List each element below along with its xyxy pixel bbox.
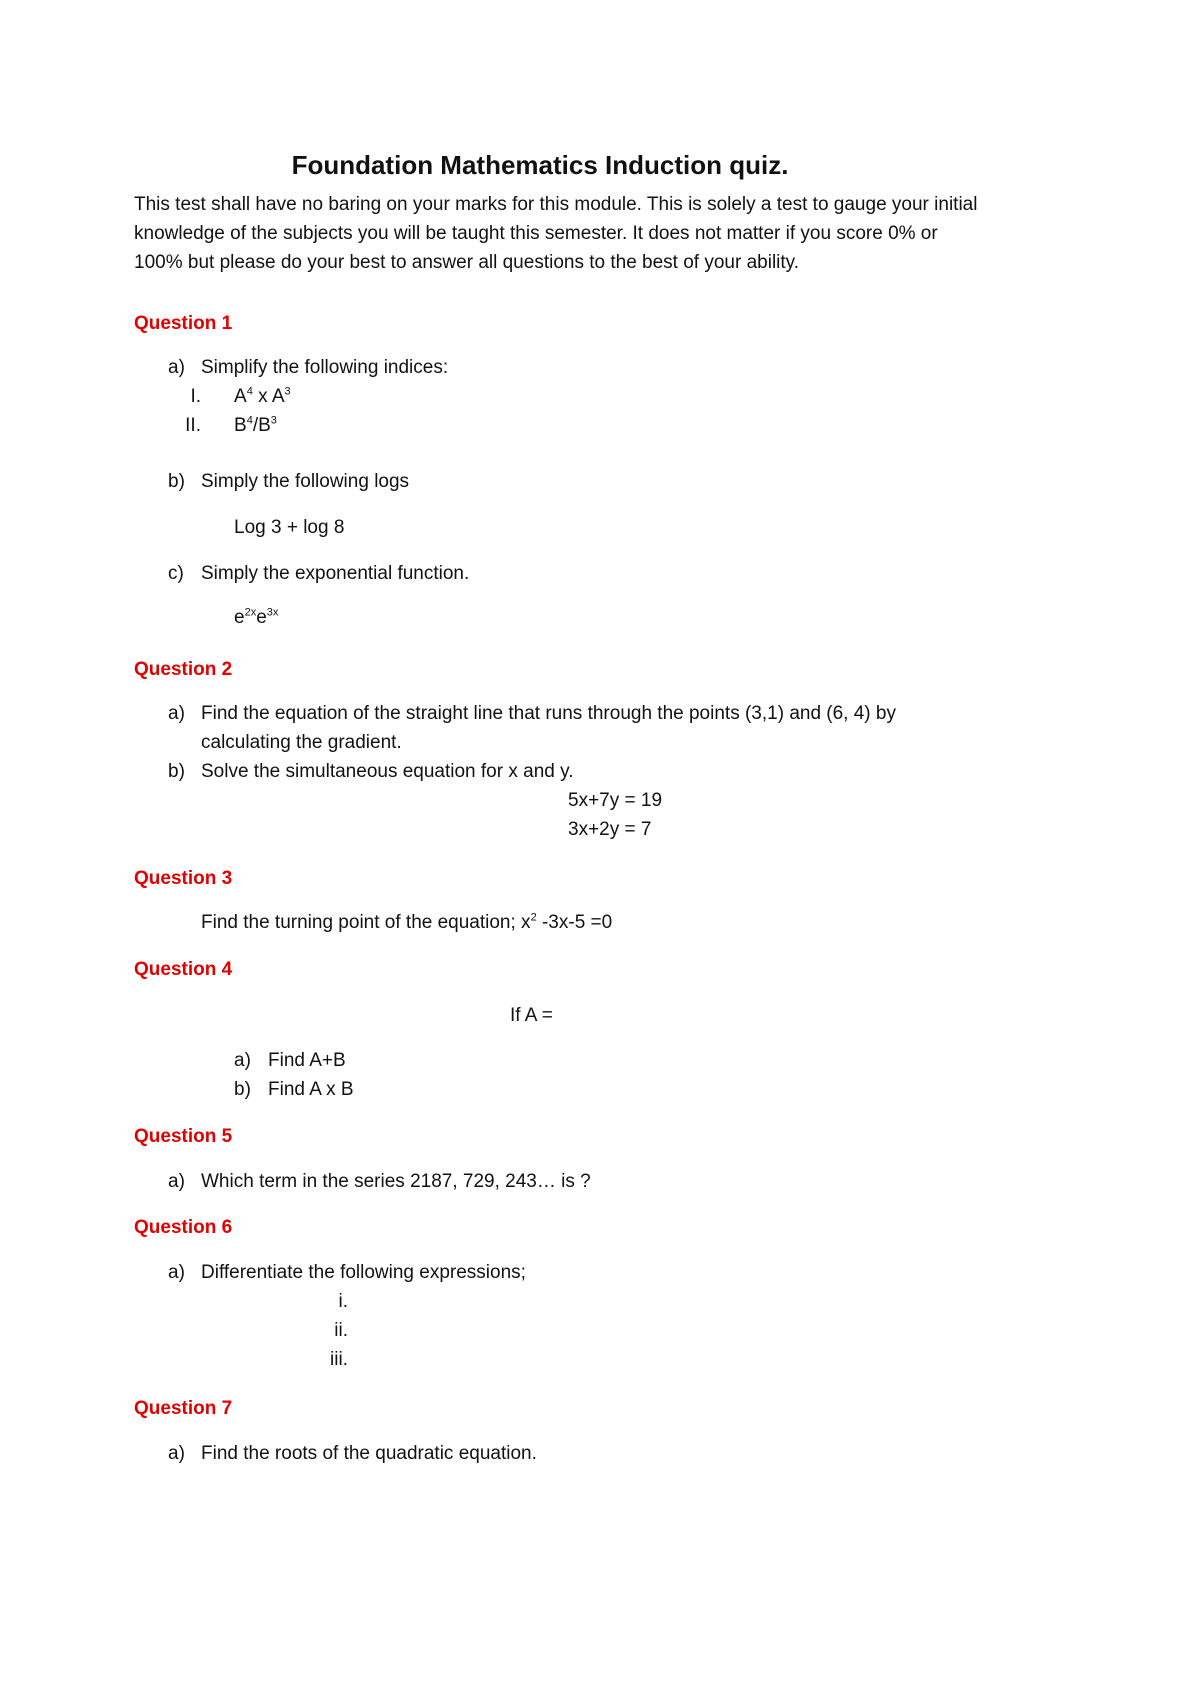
question-2-heading: Question 2 [134,659,233,680]
q1-b-text: Simply the following logs [201,471,410,492]
intro-line-2: knowledge of the subjects you will be taught this semester. It does not matter if you score 0% or [134,223,938,244]
q4-b-text: Find A x B [268,1079,354,1100]
q1-i-expression: $A^4$ x $A^3$ [234,385,291,407]
q1-b-expression: Log 3 + log 8 [234,517,345,538]
q2-a-text-line-2: calculating the gradient. [201,732,402,753]
q4-a-text: Find A+B [268,1050,346,1071]
q5-a-text: Which term in the series 2187, 729, 243… is ? [201,1171,591,1192]
q2-equation-2: 3x+2y = 7 [568,819,652,840]
intro-line-1: This test shall have no baring on your marks for this module. This is solely a test to gauge your initial [134,194,978,215]
question-1-heading: Question 1 [134,313,233,334]
question-3-heading: Question 3 [134,868,233,889]
q1-c-text: Simply the exponential function. [201,563,470,584]
q1-a-text: Simplify the following indices: [201,357,449,378]
q1-ii-numeral: II. [185,415,201,436]
q6-a-text: Differentiate the following expressions; [201,1262,526,1283]
q6-a-letter: a) [168,1262,185,1283]
q1-b-letter: b) [168,471,185,492]
q4-if-text: If A = [510,1005,553,1026]
q5-a-letter: a) [168,1171,185,1192]
question-4-heading: Question 4 [134,959,233,980]
q6-item-iii: iii. [330,1349,348,1370]
q1-a-letter: a) [168,357,185,378]
q2-b-letter: b) [168,761,185,782]
q2-b-text: Solve the simultaneous equation for x and y. [201,761,574,782]
q1-c-expression: $e^{2x}e^{3x}$ [234,606,279,628]
q3-text: Find the turning point of the equation; $x^2$ -3x-5 =0 [201,911,613,933]
question-6-heading: Question 6 [134,1217,233,1238]
question-5-heading: Question 5 [134,1126,233,1147]
q2-a-letter: a) [168,703,185,724]
q6-item-ii: ii. [334,1320,348,1341]
q4-b-letter: b) [234,1079,251,1100]
question-7-heading: Question 7 [134,1398,233,1419]
page-title: Foundation Mathematics Induction quiz. [291,150,789,180]
intro-line-3: 100% but please do your best to answer all questions to the best of your ability. [134,252,800,273]
q2-equation-1: 5x+7y = 19 [568,790,663,811]
q7-a-text: Find the roots of the quadratic equation. [201,1443,537,1464]
q1-i-numeral: I. [190,386,201,407]
q7-a-letter: a) [168,1443,185,1464]
q1-c-letter: c) [168,563,184,584]
q1-ii-expression: $B^4/B^3$ [234,414,277,436]
q4-a-letter: a) [234,1050,251,1071]
q6-item-i: i. [338,1291,348,1312]
q2-a-text-line-1: Find the equation of the straight line that runs through the points (3,1) and (6, 4) by [201,703,896,724]
